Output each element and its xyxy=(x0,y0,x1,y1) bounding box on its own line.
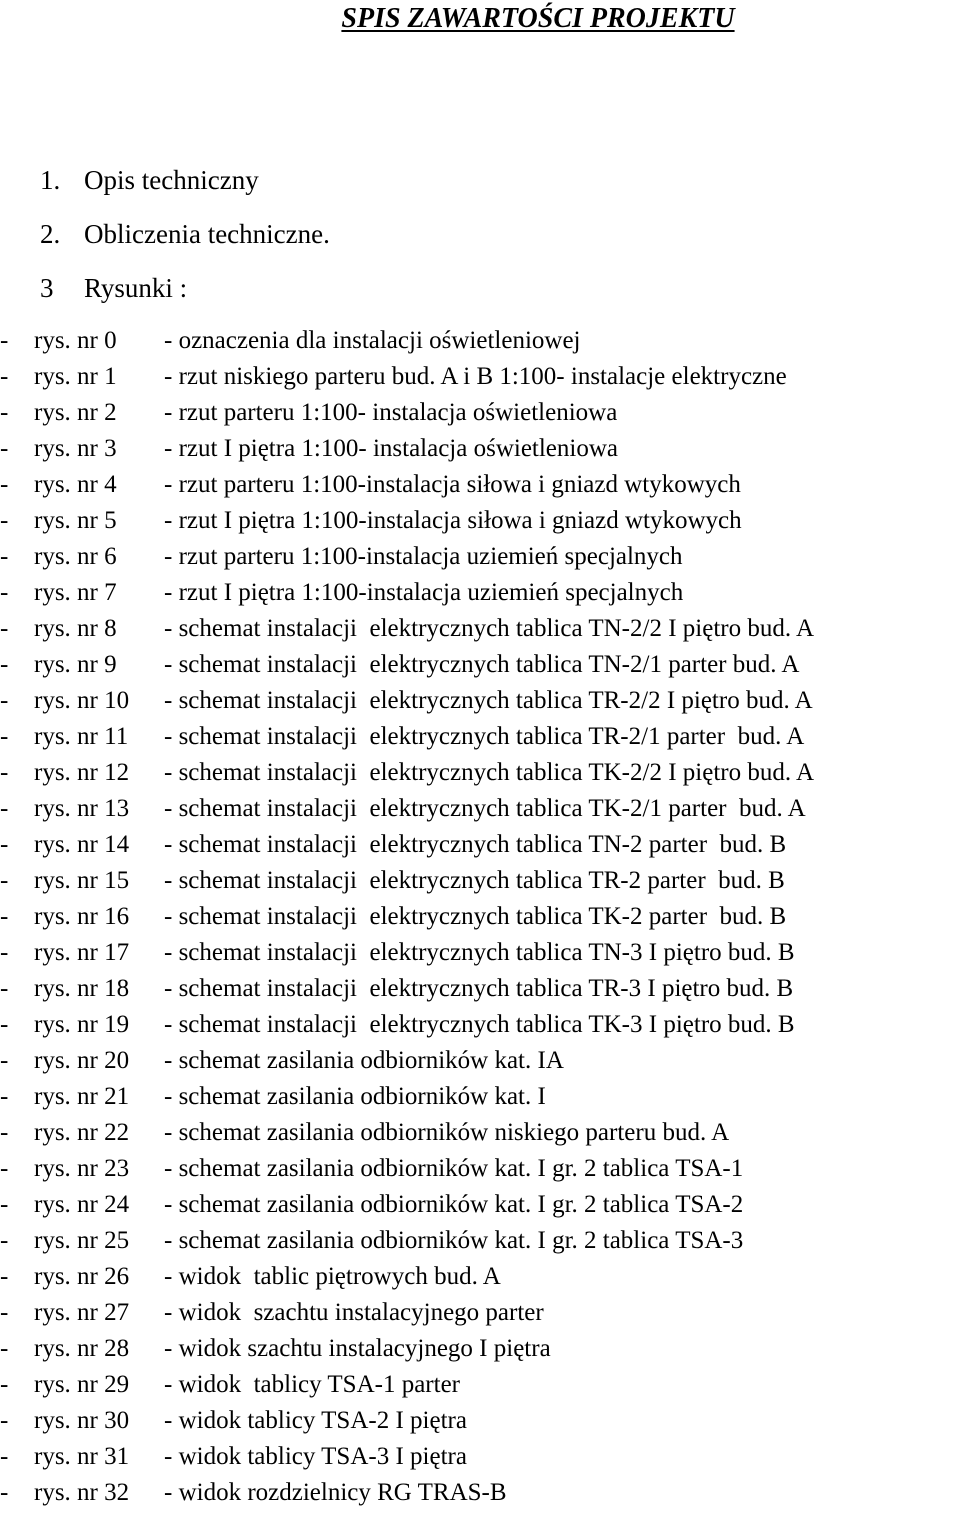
drawing-number: rys. nr 13 xyxy=(34,795,130,822)
section-item xyxy=(40,212,330,266)
list-bullet: - xyxy=(0,1479,9,1506)
drawing-number: rys. nr 16 xyxy=(34,903,130,930)
drawing-number: rys. nr 7 xyxy=(34,579,117,606)
drawing-number: rys. nr 29 xyxy=(34,1371,130,1398)
drawing-list xyxy=(0,323,814,1511)
list-bullet: - xyxy=(0,507,9,534)
list-bullet: - xyxy=(0,867,9,894)
drawing-number: rys. nr 9 xyxy=(34,651,117,678)
list-item xyxy=(0,683,814,719)
drawing-description: - schemat zasilania odbiorników kat. I gr. 2 tablica TSA-3 xyxy=(164,1227,744,1254)
drawing-number: rys. nr 20 xyxy=(34,1047,130,1074)
drawing-description: - widok szachtu instalacyjnego parter xyxy=(164,1299,544,1326)
list-item xyxy=(0,1223,814,1259)
drawing-description: - widok rozdzielnicy RG TRAS-B xyxy=(164,1479,507,1506)
drawing-number: rys. nr 5 xyxy=(34,507,117,534)
drawing-description: - schemat instalacji elektrycznych tablica TR-2/1 parter bud. A xyxy=(164,723,805,750)
drawing-description: - widok tablicy TSA-3 I piętra xyxy=(164,1443,467,1470)
list-item xyxy=(0,1295,814,1331)
drawing-description: - widok tablic piętrowych bud. A xyxy=(164,1263,501,1290)
drawing-number: rys. nr 24 xyxy=(34,1191,130,1218)
drawing-number: rys. nr 4 xyxy=(34,471,117,498)
drawing-number: rys. nr 1 xyxy=(34,363,117,390)
list-bullet: - xyxy=(0,1227,9,1254)
list-item xyxy=(0,1043,814,1079)
list-item xyxy=(0,755,814,791)
drawing-description: - schemat instalacji elektrycznych tablica TK-2/1 parter bud. A xyxy=(164,795,806,822)
list-item xyxy=(0,1259,814,1295)
list-item xyxy=(0,971,814,1007)
drawing-number: rys. nr 32 xyxy=(34,1479,130,1506)
list-item xyxy=(0,1331,814,1367)
drawing-description: - schemat instalacji elektrycznych tablica TN-2/2 I piętro bud. A xyxy=(164,615,815,642)
drawing-description: - rzut parteru 1:100-instalacja siłowa i gniazd wtykowych xyxy=(164,471,741,498)
list-bullet: - xyxy=(0,1371,9,1398)
list-bullet: - xyxy=(0,831,9,858)
drawing-description: - rzut parteru 1:100-instalacja uziemień specjalnych xyxy=(164,543,683,570)
section-item xyxy=(40,266,330,320)
list-bullet: - xyxy=(0,759,9,786)
list-item xyxy=(0,1115,814,1151)
drawing-number: rys. nr 17 xyxy=(34,939,130,966)
list-bullet: - xyxy=(0,795,9,822)
list-bullet: - xyxy=(0,363,9,390)
list-bullet: - xyxy=(0,723,9,750)
section-number: 1. xyxy=(40,165,61,195)
list-bullet: - xyxy=(0,1443,9,1470)
drawing-description: - rzut parteru 1:100- instalacja oświetleniowa xyxy=(164,399,618,426)
list-item xyxy=(0,935,814,971)
drawing-description: - oznaczenia dla instalacji oświetleniowej xyxy=(164,327,581,354)
list-bullet: - xyxy=(0,651,9,678)
list-bullet: - xyxy=(0,939,9,966)
list-bullet: - xyxy=(0,1335,9,1362)
list-item xyxy=(0,395,814,431)
drawing-number: rys. nr 21 xyxy=(34,1083,130,1110)
list-item xyxy=(0,575,814,611)
list-bullet: - xyxy=(0,1191,9,1218)
drawing-description: - schemat instalacji elektrycznych tablica TN-2 parter bud. B xyxy=(164,831,787,858)
list-bullet: - xyxy=(0,543,9,570)
drawing-number: rys. nr 0 xyxy=(34,327,117,354)
list-bullet: - xyxy=(0,1155,9,1182)
drawing-description: - schemat instalacji elektrycznych tablica TK-3 I piętro bud. B xyxy=(164,1011,795,1038)
drawing-number: rys. nr 2 xyxy=(34,399,117,426)
list-bullet: - xyxy=(0,1083,9,1110)
list-item xyxy=(0,359,814,395)
list-bullet: - xyxy=(0,1011,9,1038)
list-item xyxy=(0,1007,814,1043)
drawing-number: rys. nr 22 xyxy=(34,1119,130,1146)
list-item xyxy=(0,1079,814,1115)
list-item xyxy=(0,1439,814,1475)
drawing-description: - widok tablicy TSA-2 I piętra xyxy=(164,1407,467,1434)
drawing-description: - rzut I piętra 1:100- instalacja oświetleniowa xyxy=(164,435,619,462)
drawing-number: rys. nr 25 xyxy=(34,1227,130,1254)
drawing-description: - rzut I piętra 1:100-instalacja uziemień specjalnych xyxy=(164,579,684,606)
list-bullet: - xyxy=(0,399,9,426)
drawing-number: rys. nr 3 xyxy=(34,435,117,462)
list-item xyxy=(0,1187,814,1223)
list-item xyxy=(0,1151,814,1187)
drawing-description: - widok tablicy TSA-1 parter xyxy=(164,1371,460,1398)
drawing-description: - schemat zasilania odbiorników kat. I xyxy=(164,1083,546,1110)
list-bullet: - xyxy=(0,327,9,354)
list-bullet: - xyxy=(0,1299,9,1326)
page-title: SPIS ZAWARTOŚCI PROJEKTU xyxy=(341,3,735,34)
list-bullet: - xyxy=(0,1263,9,1290)
list-item xyxy=(0,647,814,683)
drawing-number: rys. nr 30 xyxy=(34,1407,130,1434)
drawing-description: - schemat zasilania odbiorników niskiego parteru bud. A xyxy=(164,1119,730,1146)
drawing-description: - schemat zasilania odbiorników kat. I gr. 2 tablica TSA-1 xyxy=(164,1155,744,1182)
drawing-description: - schemat instalacji elektrycznych tablica TR-2 parter bud. B xyxy=(164,867,785,894)
drawing-number: rys. nr 18 xyxy=(34,975,130,1002)
list-item xyxy=(0,539,814,575)
list-item xyxy=(0,827,814,863)
drawing-description: - schemat instalacji elektrycznych tablica TK-2/2 I piętro bud. A xyxy=(164,759,815,786)
list-item xyxy=(0,1367,814,1403)
section-label: Rysunki : xyxy=(84,273,188,303)
section-number: 3 xyxy=(40,273,54,303)
drawing-number: rys. nr 8 xyxy=(34,615,117,642)
drawing-number: rys. nr 27 xyxy=(34,1299,130,1326)
drawing-description: - rzut I piętra 1:100-instalacja siłowa i gniazd wtykowych xyxy=(164,507,742,534)
list-bullet: - xyxy=(0,1119,9,1146)
list-item xyxy=(0,323,814,359)
drawing-number: rys. nr 10 xyxy=(34,687,130,714)
list-item xyxy=(0,1403,814,1439)
drawing-description: - rzut niskiego parteru bud. A i B 1:100- instalacje elektryczne xyxy=(164,363,787,390)
drawing-description: - schemat zasilania odbiorników kat. I gr. 2 tablica TSA-2 xyxy=(164,1191,744,1218)
list-bullet: - xyxy=(0,615,9,642)
drawing-number: rys. nr 6 xyxy=(34,543,117,570)
drawing-number: rys. nr 15 xyxy=(34,867,130,894)
list-bullet: - xyxy=(0,903,9,930)
list-item xyxy=(0,503,814,539)
drawing-number: rys. nr 11 xyxy=(34,723,129,750)
list-bullet: - xyxy=(0,579,9,606)
drawing-description: - schemat zasilania odbiorników kat. IA xyxy=(164,1047,564,1074)
drawing-number: rys. nr 28 xyxy=(34,1335,130,1362)
list-bullet: - xyxy=(0,1047,9,1074)
drawing-number: rys. nr 26 xyxy=(34,1263,130,1290)
drawing-number: rys. nr 31 xyxy=(34,1443,130,1470)
list-item xyxy=(0,431,814,467)
list-item xyxy=(0,1475,814,1511)
list-item xyxy=(0,899,814,935)
drawing-description: - schemat instalacji elektrycznych tablica TR-3 I piętro bud. B xyxy=(164,975,794,1002)
drawing-number: rys. nr 19 xyxy=(34,1011,130,1038)
list-bullet: - xyxy=(0,687,9,714)
section-number: 2. xyxy=(40,219,61,249)
section-label: Obliczenia techniczne. xyxy=(84,219,330,249)
drawing-number: rys. nr 14 xyxy=(34,831,130,858)
section-item xyxy=(40,158,330,212)
list-item xyxy=(0,611,814,647)
drawing-description: - widok szachtu instalacyjnego I piętra xyxy=(164,1335,551,1362)
drawing-number: rys. nr 12 xyxy=(34,759,130,786)
drawing-description: - schemat instalacji elektrycznych tablica TN-2/1 parter bud. A xyxy=(164,651,800,678)
list-item xyxy=(0,791,814,827)
list-item xyxy=(0,467,814,503)
list-bullet: - xyxy=(0,1407,9,1434)
list-item xyxy=(0,863,814,899)
section-list xyxy=(40,158,330,320)
list-bullet: - xyxy=(0,471,9,498)
drawing-description: - schemat instalacji elektrycznych tablica TK-2 parter bud. B xyxy=(164,903,787,930)
drawing-number: rys. nr 23 xyxy=(34,1155,130,1182)
list-bullet: - xyxy=(0,435,9,462)
drawing-description: - schemat instalacji elektrycznych tablica TN-3 I piętro bud. B xyxy=(164,939,795,966)
section-label: Opis techniczny xyxy=(84,165,259,195)
drawing-description: - schemat instalacji elektrycznych tablica TR-2/2 I piętro bud. A xyxy=(164,687,813,714)
list-bullet: - xyxy=(0,975,9,1002)
list-item xyxy=(0,719,814,755)
